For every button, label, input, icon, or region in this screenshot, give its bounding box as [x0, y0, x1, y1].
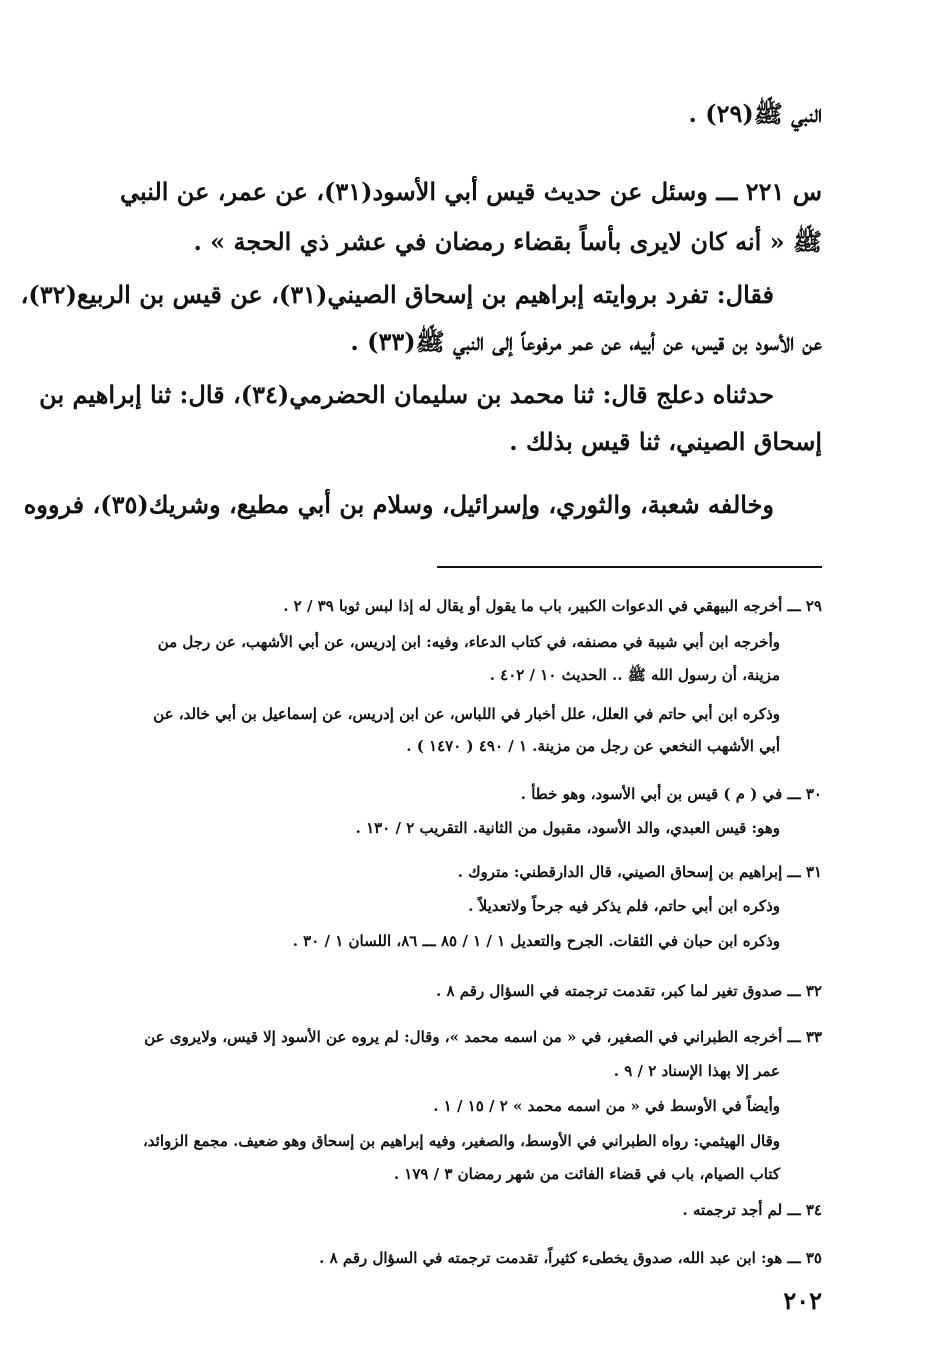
footnote-line: وهو: قيس العبدي، والد الأسود، مقبول من الثانية. التقريب ٢ / ١٣٠ . — [355, 819, 780, 837]
footnote-divider — [437, 566, 822, 568]
footnote-35: ٣٥ ـــ هو: ابن عبد الله، صدوق يخطىء كثيراً، تقدمت ترجمته في السؤال رقم ٨ . — [319, 1249, 822, 1267]
footnote-34: ٣٤ ـــ لم أجد ترجمته . — [682, 1201, 822, 1219]
footnote-line: وذكره ابن حبان في الثقات. الجرح والتعديل ١ / ١ / ٨٥ ـــ ٨٦، اللسان ١ / ٣٠ . — [292, 932, 780, 950]
footnote-line: مزينة، أن رسول الله ﷺ .. الحديث ١٠ / ٤٠٢ . — [489, 666, 780, 684]
text-line: وخالفه شعبة، والثوري، وإسرائيل، وسلام بن أبي مطيع، وشريك(٣٥)، فرووه — [23, 490, 774, 519]
footnote-line: أبي الأشهب النخعي عن رجل من مزينة. ١ / ٤٩٠ ( ١٤٧٠ ) . — [406, 737, 780, 755]
footnote-33: ٣٣ ـــ أخرجه الطبراني في الصغير، في « من اسمه محمد »، وقال: لم يروه عن الأسود إلا قيس، ولايروى عن — [144, 1028, 822, 1046]
footnote-32: ٣٢ ـــ صدوق تغير لما كبر، تقدمت ترجمته في السؤال رقم ٨ . — [436, 982, 822, 1000]
footnote-30: ٣٠ ـــ في ( م ) قيس بن أبي الأسود، وهو خطأ . — [520, 785, 822, 803]
footnote-line: وذكره ابن أبي حاتم، فلم يذكر فيه جرحاً ولاتعديلاً . — [468, 897, 780, 915]
footnote-line: كتاب الصيام، باب في قضاء الفائت من شهر رمضان ٣ / ١٧٩ . — [393, 1165, 780, 1183]
footnote-line: عمر إلا بهذا الإسناد ٢ / ٩ . — [613, 1062, 780, 1080]
answer-line: فقال: تفرد بروايته إبراهيم بن إسحاق الصيني(٣١)، عن قيس بن الربيع(٣٢)، — [20, 280, 774, 309]
footnote-31: ٣١ ـــ إبراهيم بن إسحاق الصيني، قال الدارقطني: متروك . — [457, 863, 822, 881]
footnote-line: وقال الهيثمي: رواه الطبراني في الأوسط، والصغير، وفيه إبراهيم بن إسحاق وهو ضعيف. مجمع الزوائد، — [142, 1132, 780, 1150]
question-line: س ٢٢١ ـــ وسئل عن حديث قيس أبي الأسود(٣١)، عن عمر، عن النبي — [119, 177, 822, 206]
footnote-line: وأخرجه ابن أبي شيبة في مصنفه، في كتاب الدعاء، وفيه: ابن إدريس، عن أبي الأشهب، عن رجل من — [157, 633, 780, 651]
text-line: حدثناه دعلج قال: ثنا محمد بن سليمان الحضرمي(٣٤)، قال: ثنا إبراهيم بن — [39, 380, 774, 409]
page-number: ٢٠٢ — [783, 1286, 822, 1315]
footnote-line: وأيضاً في الأوسط في « من اسمه محمد » ٢ / ١٥ / ١ . — [433, 1097, 780, 1115]
text-line: إسحاق الصيني، ثنا قيس بذلك . — [509, 427, 822, 456]
text-line: النبي ﷺ(٢٩) . — [688, 99, 822, 128]
text-line: عن الأسود بن قيس، عن أبيه، عن عمر مرفوعاً إلى النبي ﷺ(٣٣) . — [350, 327, 822, 356]
footnote-line: وذكره ابن أبي حاتم في العلل، علل أخبار في اللباس، عن ابن إدريس، عن إسماعيل بن أبي خالد، عن — [153, 705, 780, 723]
book-page — [20, 0, 822, 1371]
text-line: ﷺ « أنه كان لايرى بأساً بقضاء رمضان في عشر ذي الحجة » . — [193, 227, 822, 256]
footnote-29: ٢٩ ـــ أخرجه البيهقي في الدعوات الكبير، باب ما يقول أو يقال له إذا لبس ثوبا ٣٩ / ٢ . — [283, 597, 822, 615]
